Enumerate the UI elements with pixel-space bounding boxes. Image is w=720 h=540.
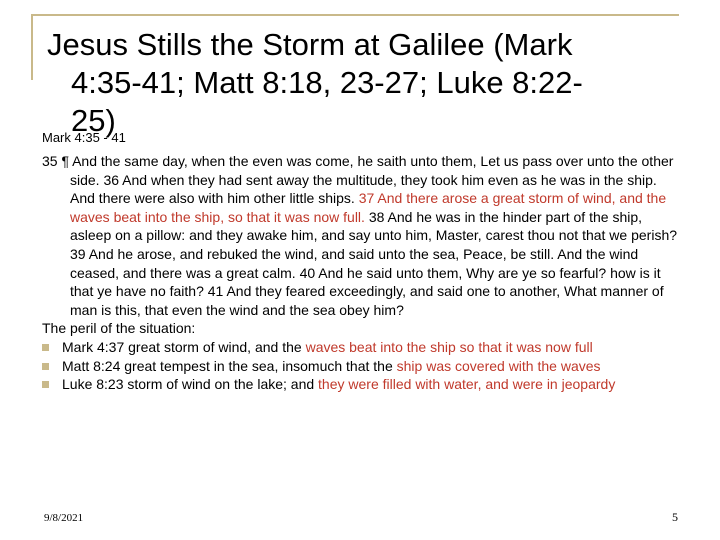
bullet-highlight: they were filled with water, and were in jeopardy [318,376,616,393]
bullet-text: Luke 8:23 storm of wind on the lake; and [62,376,319,393]
passage-part-1: 35 ¶ And the same day, when the even was come, he saith unto them, Let us pass over unto the other side. 36 And when they had sent away the multitude, they took him even as he was in the ship. And there were also with him other little ships. [42,153,674,207]
slide-title [47,26,707,140]
scripture-passage [42,152,682,319]
peril-heading: The peril of the situation: [42,320,196,337]
slide-body [42,152,682,394]
title-line-2: 4:35-41; Matt 8:18, 23-27; Luke 8:22- [71,65,583,100]
peril-list [42,338,682,394]
decorative-vertical-rule [31,14,33,80]
bullet-text: Matt 8:24 great tempest in the sea, insomuch that the [62,357,397,374]
list-item [42,357,682,376]
passage-highlight: 37 And there arose a great storm of wind, and the waves beat into the ship, so that it was now full. [70,190,667,225]
title-line-1: Jesus Stills the Storm at Galilee (Mark [47,27,573,62]
page-number: 5 [672,510,678,524]
title-line-3: 25) [71,103,116,138]
bullet-highlight: waves beat into the ship so that it was now full [305,338,593,355]
square-bullet-icon [42,381,49,388]
passage-reference: Mark 4:35 - 41 [42,130,126,145]
list-item [42,338,682,357]
square-bullet-icon [42,363,49,370]
bullet-highlight: ship was covered with the waves [396,357,601,374]
bullet-text: Mark 4:37 great storm of wind, and the [62,338,306,355]
square-bullet-icon [42,344,49,351]
passage-part-3: 38 And he was in the hinder part of the ship, asleep on a pillow: and they awake him, and say unto him, Master, carest thou not that we perish? 39 And he arose, and rebuked the wind, and said unto the sea, Peace, be still. And the wind ceased, and there was a great calm. 40 And he said unto them, Why are ye so fearful? how is it that ye have no faith? 41 And they feared exceedingly, and said one to another, What manner of man is this, that even the wind and the sea obey him? [70,208,678,318]
footer-date: 9/8/2021 [44,512,84,524]
decorative-horizontal-rule [31,14,679,16]
list-item [42,375,682,394]
